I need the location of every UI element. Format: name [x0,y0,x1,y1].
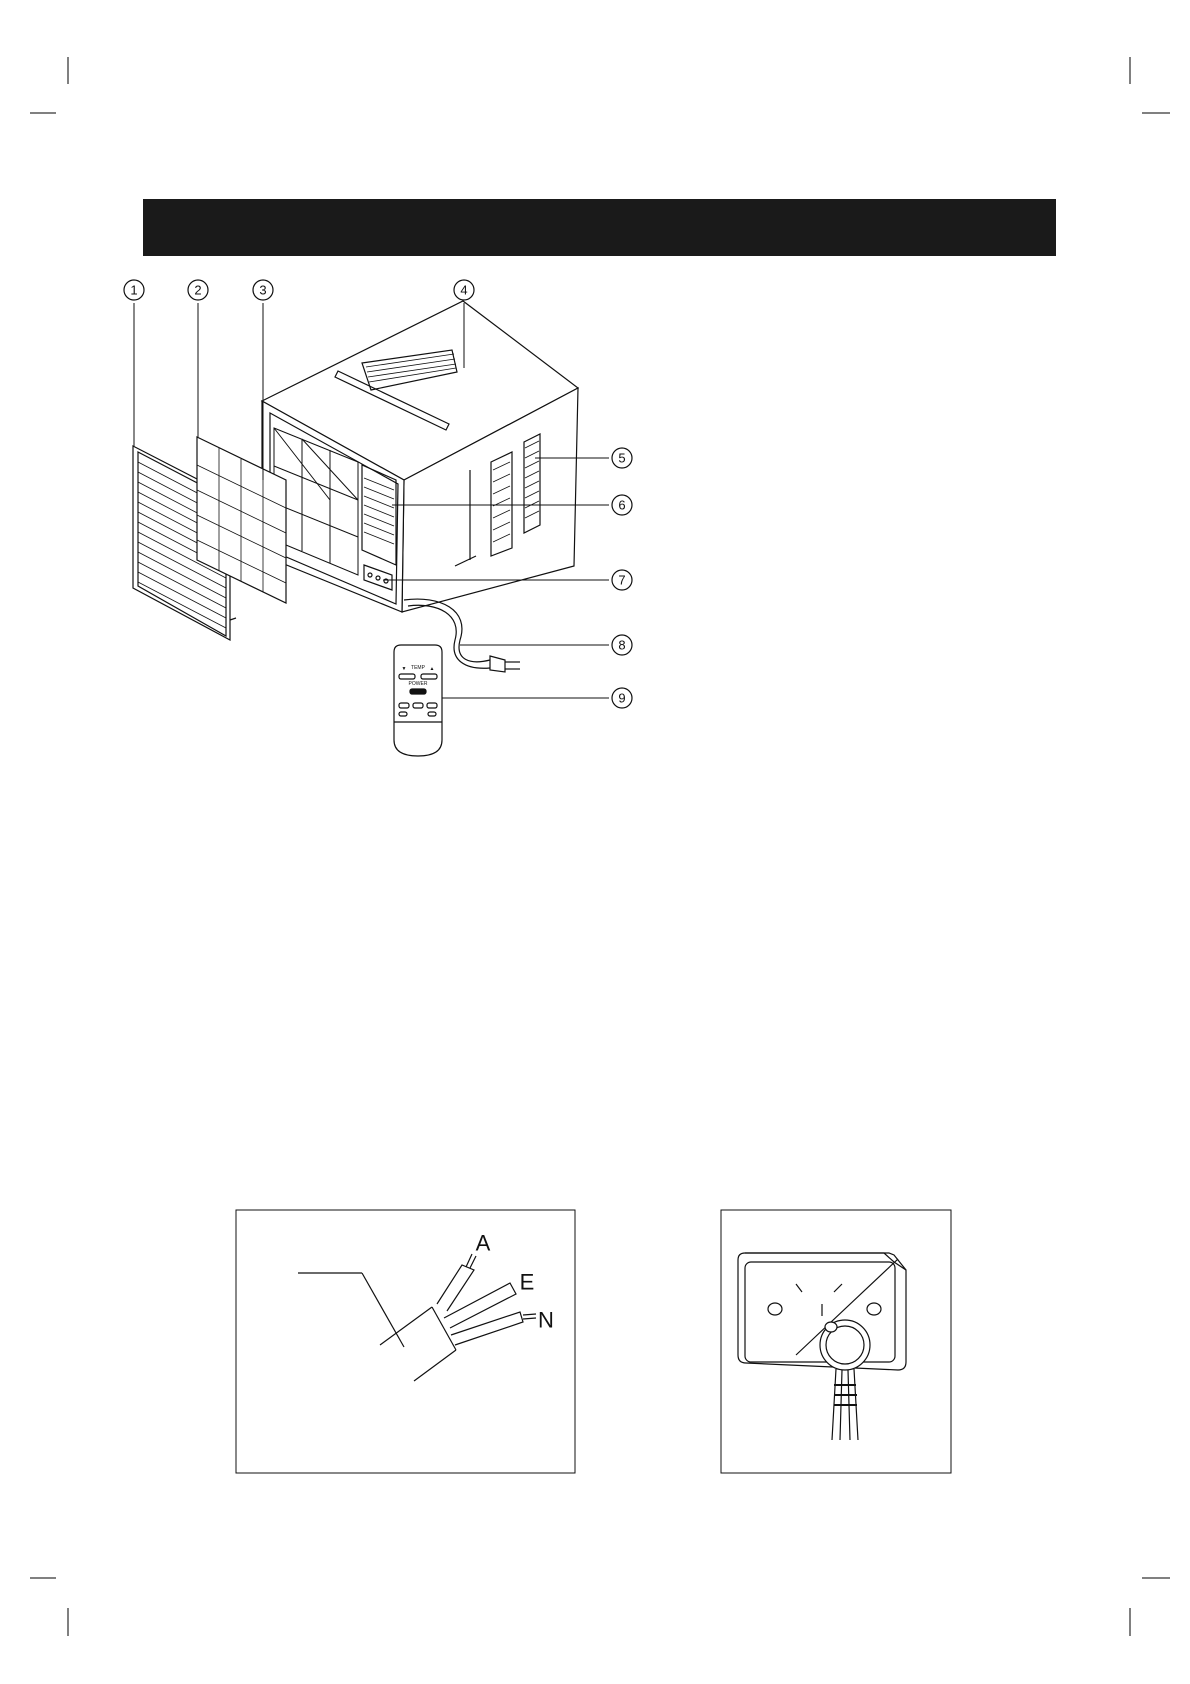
remote-label-power: POWER [408,681,428,687]
wire-label-n: N [538,1307,554,1333]
socket-panel [721,1210,951,1473]
callout-6-label: 6 [618,497,626,513]
wire-label-a: A [475,1230,491,1256]
callout-3-label: 3 [259,282,267,298]
callout-8 [612,635,632,655]
remote-label-down: ▼ [401,666,407,672]
air-conditioner-diagram [133,301,609,756]
callout-9 [612,688,632,708]
callout-9-label: 9 [618,690,626,706]
remote-label-up: ▲ [429,666,435,672]
callout-6 [612,495,632,515]
callout-7-label: 7 [618,572,626,588]
callout-4 [454,280,474,300]
callout-2 [188,280,208,300]
callout-3 [253,280,273,300]
callout-1 [124,280,144,300]
callout-2-label: 2 [194,282,202,298]
callout-5-label: 5 [618,450,626,466]
wire-label-e: E [519,1269,535,1295]
callout-8-label: 8 [618,637,626,653]
callout-7 [612,570,632,590]
remote-label-temp: TEMP [411,665,425,671]
callout-1-label: 1 [130,282,138,298]
remote-controller [394,645,442,756]
wiring-panel [236,1210,575,1473]
cabinet-body [262,301,578,612]
callout-5 [612,448,632,468]
callout-4-label: 4 [460,282,468,298]
